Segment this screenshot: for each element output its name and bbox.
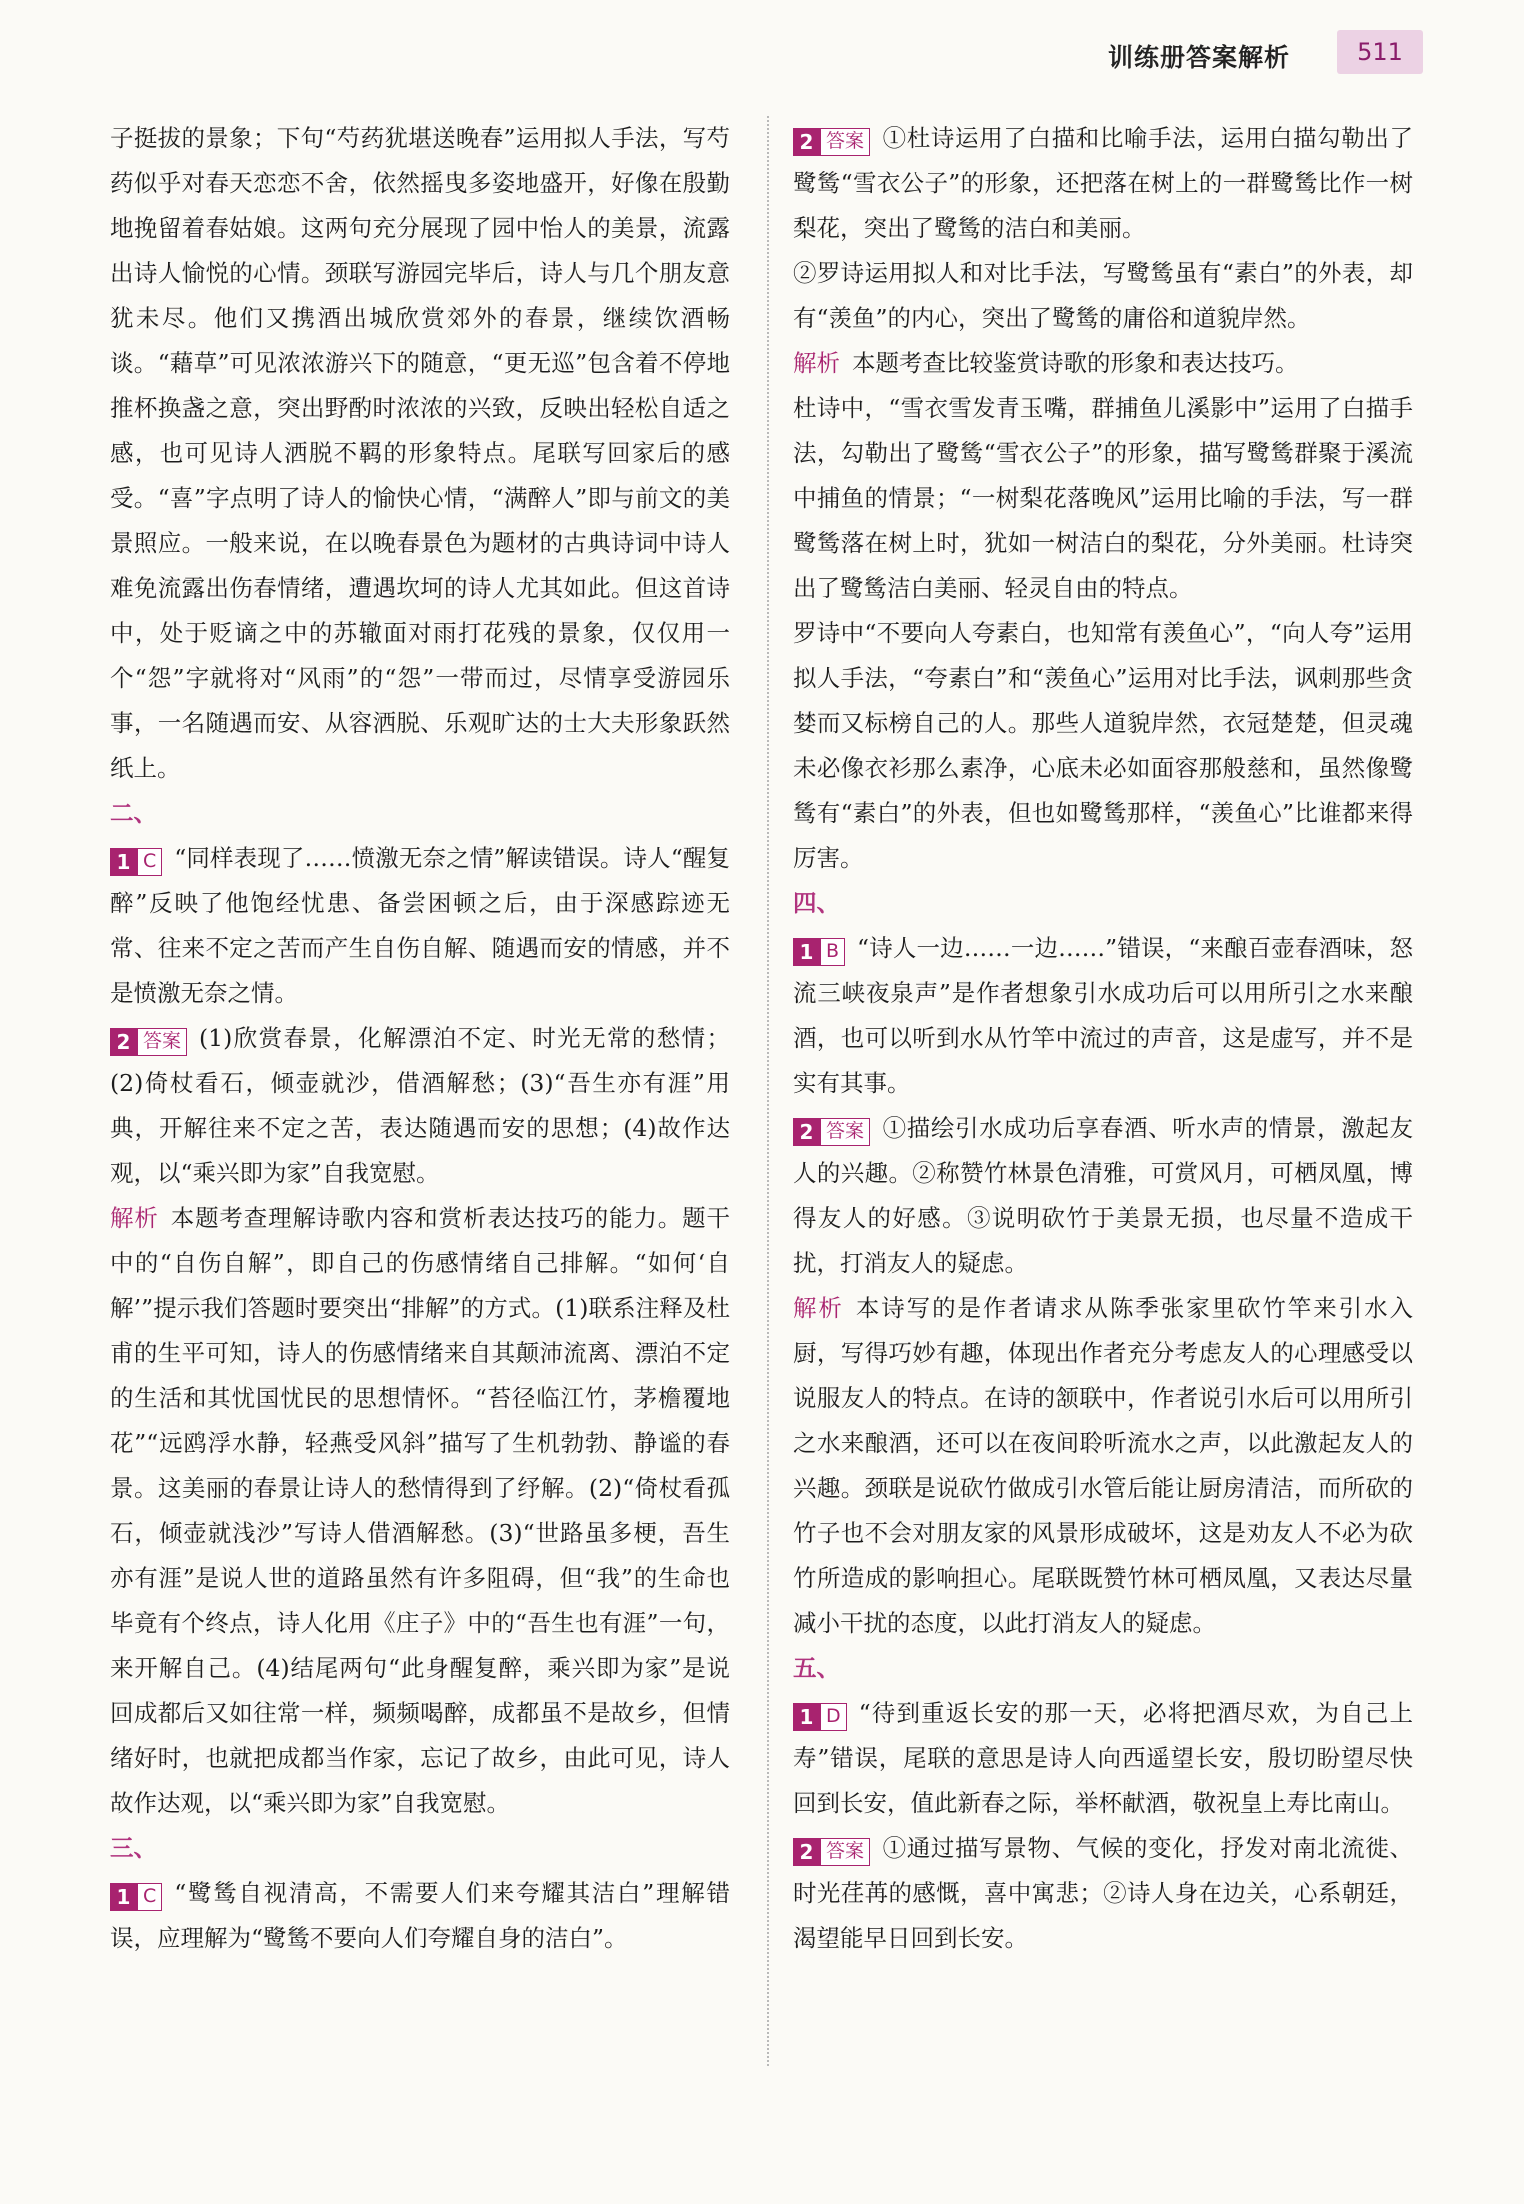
question-badge — [110, 1028, 187, 1056]
paragraph: 子挺拔的景象；下句“芍药犹堪送晚春”运用拟人手法，写芍药似乎对春天恋恋不舍，依然摇曳多姿地盛开，好像在殷勤地挽留着春姑娘。这两句充分展现了园中怡人的美景，流露出诗人愉悦的心情。颈联写游园完毕后，诗人与几个朋友意犹未尽。他们又携酒出城欣赏郊外的春景，继续饮酒畅谈。“藉草”可见浓浓游兴下的随意，“更无巡”包含着不停地推杯换盏之意，突出野酌时浓浓的兴致，反映出轻松自适之感，也可见诗人洒脱不羁的形象特点。尾联写回家后的感受。“喜”字点明了诗人的愉快心情，“满醉人”即与前文的美景照应。一般来说，在以晚春景色为题材的古典诗词中诗人难免流露出伤春情绪，遭遇坎坷的诗人尤其如此。但这首诗中，处于贬谪之中的苏辙面对雨打花残的景象，仅仅用一个“怨”字就将对“风雨”的“怨”一带而过，尽情享受游园乐事，一名随遇而安、从容洒脱、乐观旷达的士大夫形象跃然纸上。 — [110, 124, 730, 782]
header-title: 训练册答案解析 — [1108, 43, 1291, 72]
answer-label: 答案 — [137, 1028, 187, 1056]
answer-text: ①描绘引水成功后享春酒、听水声的情景，激起友人的兴趣。②称赞竹林景色清雅，可赏风月，可栖凤凰，博得友人的好感。③说明砍竹于美景无损，也尽量不造成干扰，打消友人的疑虑。 — [793, 1114, 1413, 1277]
answer-item — [110, 1016, 730, 1196]
paragraph: 杜诗中，“雪衣雪发青玉嘴，群捕鱼儿溪影中”运用了白描手法，勾勒出了鹭鸶“雪衣公子”的形象，描写鹭鸶群聚于溪流中捕鱼的情景；“一树梨花落晚风”运用比喻的手法，写一群鹭鸶落在树上时，犹如一树洁白的梨花，分外美丽。杜诗突出了鹭鸶洁白美丽、轻灵自由的特点。 — [793, 394, 1413, 602]
answer-text: “诗人一边……一边……”错误，“来酿百壶春酒味，怒流三峡夜泉声”是作者想象引水成功后可以用所引之水来酿酒，也可以听到水从竹竿中流过的声音，这是虚写，并不是实有其事。 — [793, 934, 1413, 1097]
answer-item — [793, 926, 1413, 1106]
page-number: 511 — [1337, 30, 1423, 74]
answer-item — [793, 1691, 1413, 1826]
analysis-label: 解析 — [793, 349, 840, 377]
analysis-text: 本题考查理解诗歌内容和赏析表达技巧的能力。题干中的“自伤自解”，即自己的伤感情绪自己排解。“如何‘自解’”提示我们答题时要突出“排解”的方式。(1)联系注释及杜甫的生平可知，诗人的伤感情绪来自其颠沛流离、漂泊不定的生活和其忧国忧民的思想情怀。“苔径临江竹，茅檐覆地花”“远鸥浮水静，轻燕受风斜”描写了生机勃勃、静谧的春景。这美丽的春景让诗人的愁情得到了纾解。(2)“倚杖看孤石，倾壶就浅沙”写诗人借酒解愁。(3)“世路虽多梗，吾生亦有涯”是说人世的道路虽然有许多阻碍，但“我”的生命也毕竟有个终点，诗人化用《庄子》中的“吾生也有涯”一句，来开解自己。(4)结尾两句“此身醒复醉，乘兴即为家”是说回成都后又如往常一样，频频喝醉，成都虽不是故乡，但情绪好时，也就把成都当作家，忘记了故乡，由此可见，诗人故作达观，以“乘兴即为家”自我宽慰。 — [110, 1204, 731, 1817]
answer-item — [793, 116, 1413, 251]
answer-label: 答案 — [820, 128, 870, 156]
answer-item — [110, 836, 730, 1016]
answer-label: 答案 — [820, 1118, 870, 1146]
analysis — [110, 1196, 730, 1826]
section-heading: 二、 — [110, 799, 157, 827]
question-number: 2 — [793, 1118, 820, 1146]
question-badge — [793, 1118, 870, 1146]
analysis-label: 解析 — [110, 1204, 159, 1232]
answer-text: “同样表现了……愤激无奈之情”解读错误。诗人“醒复醉”反映了他饱经忧患、备尝困顿之后，由于深感踪迹无常、往来不定之苦而产生自伤自解、随遇而安的情感，并不是愤激无奈之情。 — [110, 844, 730, 1007]
answer-text: ①通过描写景物、气候的变化，抒发对南北流徙、时光荏苒的感慨，喜中寓悲；②诗人身在边关，心系朝廷，渴望能早日回到长安。 — [793, 1834, 1413, 1952]
question-number: 2 — [793, 1838, 820, 1866]
question-number: 2 — [110, 1028, 137, 1056]
question-number: 1 — [793, 938, 820, 966]
section-heading: 四、 — [793, 889, 840, 917]
answer-letter: C — [137, 1883, 162, 1911]
question-number: 1 — [110, 848, 137, 876]
analysis-label: 解析 — [793, 1294, 844, 1322]
question-number: 1 — [793, 1703, 820, 1731]
column-divider — [767, 116, 769, 2066]
answer-item — [793, 1106, 1413, 1286]
question-number: 1 — [110, 1883, 137, 1911]
analysis-text: 本诗写的是作者请求从陈季张家里砍竹竿来引水入厨，写得巧妙有趣，体现出作者充分考虑友人的心理感受以说服友人的特点。在诗的颔联中，作者说引水后可以用所引之水来酿酒，还可以在夜间聆听流水之声，以此激起友人的兴趣。颈联是说砍竹做成引水管后能让厨房清洁，而所砍的竹子也不会对朋友家的风景形成破坏，这是劝友人不必为砍竹所造成的影响担心。尾联既赞竹林可栖凤凰，又表达尽量减小干扰的态度，以此打消友人的疑虑。 — [793, 1294, 1414, 1637]
analysis — [793, 341, 1413, 386]
question-badge — [793, 938, 845, 966]
paragraph: 罗诗中“不要向人夸素白，也知常有羡鱼心”，“向人夸”运用拟人手法，“夸素白”和“羡鱼心”运用对比手法，讽刺那些贪婪而又标榜自己的人。那些人道貌岸然，衣冠楚楚，但灵魂未必像衣衫那么素净，心底未必如面容那般慈和，虽然像鹭鸶有“素白”的外表，但也如鹭鸶那样，“羡鱼心”比谁都来得厉害。 — [793, 619, 1413, 872]
question-badge — [793, 1703, 847, 1731]
answer-text: “鹭鸶自视清高，不需要人们来夸耀其洁白”理解错误，应理解为“鹭鸶不要向人们夸耀自身的洁白”。 — [110, 1879, 730, 1952]
answer-item — [110, 1871, 730, 1961]
question-number: 2 — [793, 128, 820, 156]
question-badge — [110, 1883, 162, 1911]
analysis-text: 本题考查比较鉴赏诗歌的形象和表达技巧。 — [852, 349, 1299, 377]
analysis — [793, 1286, 1413, 1646]
right-column — [793, 116, 1413, 1961]
left-column — [110, 116, 730, 1961]
answer-item — [793, 1826, 1413, 1961]
answer-text: ②罗诗运用拟人和对比手法，写鹭鸶虽有“素白”的外表，却有“羡鱼”的内心，突出了鹭鸶的庸俗和道貌岸然。 — [793, 259, 1413, 332]
answer-text: “待到重返长安的那一天，必将把酒尽欢，为自己上寿”错误，尾联的意思是诗人向西遥望长安，殷切盼望尽快回到长安，值此新春之际，举杯献酒，敬祝皇上寿比南山。 — [793, 1699, 1413, 1817]
answer-text: (1)欣赏春景，化解漂泊不定、时光无常的愁情；(2)倚杖看石，倾壶就沙，借酒解愁；(3)“吾生亦有涯”用典，开解往来不定之苦，表达随遇而安的思想；(4)故作达观，以“乘兴即为家”自我宽慰。 — [110, 1024, 730, 1187]
section-heading: 三、 — [110, 1834, 157, 1862]
answer-text: ①杜诗运用了白描和比喻手法，运用白描勾勒出了鹭鸶“雪衣公子”的形象，还把落在树上的一群鹭鸶比作一树梨花，突出了鹭鸶的洁白和美丽。 — [793, 124, 1413, 242]
answer-letter: D — [820, 1703, 847, 1731]
answer-label: 答案 — [820, 1838, 870, 1866]
question-badge — [793, 1838, 870, 1866]
answer-letter: C — [137, 848, 162, 876]
question-badge — [110, 848, 162, 876]
answer-letter: B — [820, 938, 845, 966]
question-badge — [793, 128, 870, 156]
section-heading: 五、 — [793, 1654, 840, 1682]
